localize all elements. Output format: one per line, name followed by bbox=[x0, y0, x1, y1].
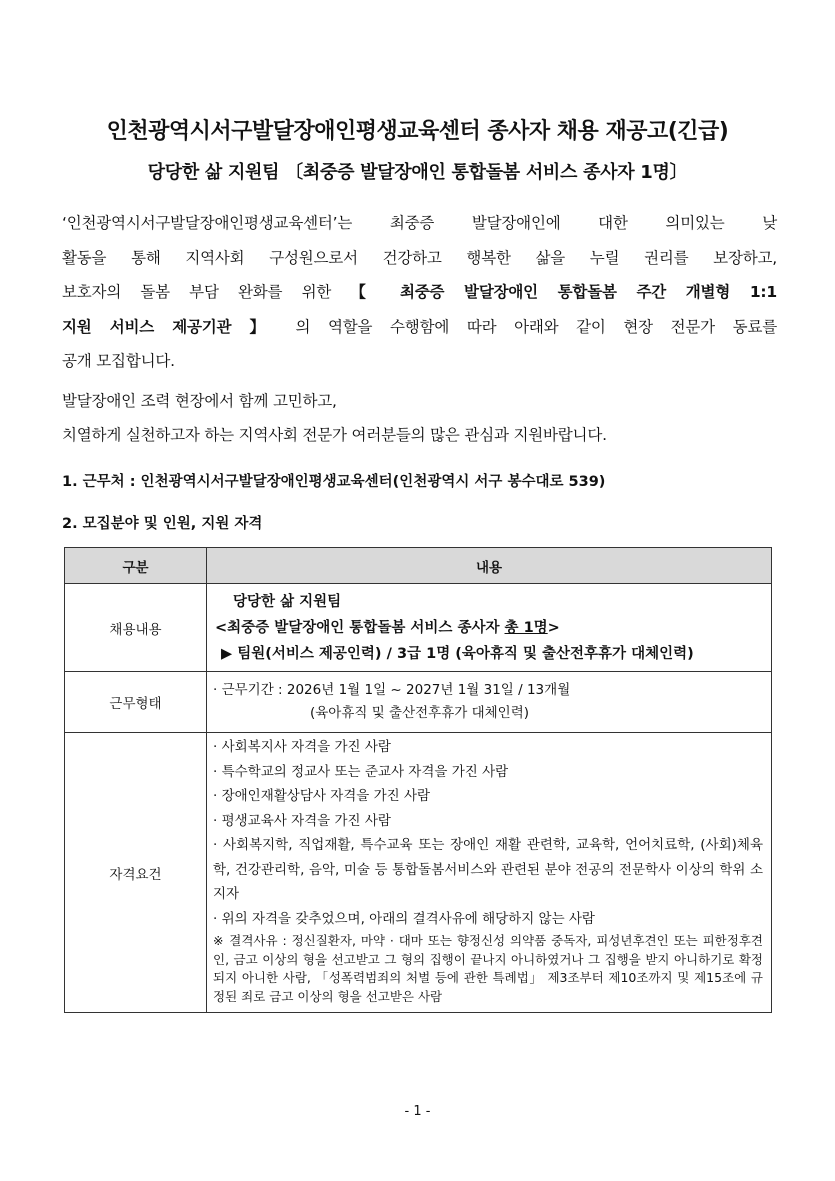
table-row bbox=[65, 672, 772, 733]
qualification-item: · 특수학교의 정교사 또는 준교사 자격을 가진 사람 bbox=[213, 763, 509, 780]
header-category: 구분 bbox=[65, 548, 207, 584]
intro-paragraph bbox=[62, 206, 777, 379]
row-label-qualifications: 자격요건 bbox=[65, 733, 207, 1013]
document-title: 인천광역시서구발달장애인평생교육센터 종사자 채용 재공고(긴급) bbox=[106, 119, 729, 144]
intro-line: 치열하게 실천하고자 하는 지역사회 전문가 여러분들의 많은 관심과 지원바랍니다. bbox=[62, 426, 607, 444]
qualification-item: · 위의 자격을 갖추었으며, 아래의 결격사유에 해당하지 않는 사람 bbox=[213, 910, 595, 927]
work-period: · 근무기간 : 2026년 1월 1일 ~ 2027년 1월 31일 / 13개월 bbox=[213, 682, 571, 698]
intro-line: ‘인천광역시서구발달장애인평생교육센터’는 최중증 발달장애인에 대한 의미있는 낮 bbox=[62, 214, 777, 232]
intro-line bbox=[62, 275, 777, 310]
intro-line bbox=[62, 310, 777, 345]
recruit-service-prefix: <최중증 발달장애인 통합돌봄 서비스 종사자 bbox=[215, 619, 505, 636]
intro-emphasis: 지원 서비스 제공기관 】 bbox=[62, 317, 278, 336]
section-recruitment: 2. 모집분야 및 인원, 지원 자격 bbox=[62, 516, 263, 532]
requirements-table bbox=[64, 547, 772, 1013]
intro-line: 공개 모집합니다. bbox=[62, 352, 175, 370]
recruit-position: ▶ 팀원(서비스 제공인력) / 3급 1명 (육아휴직 및 출산전후휴가 대체인력) bbox=[221, 645, 694, 662]
qualification-item: · 장애인재활상담사 자격을 가진 사람 bbox=[213, 788, 431, 804]
intro-text: 보호자의 돌봄 부담 완화를 위한 bbox=[62, 283, 351, 301]
worktype-content bbox=[207, 672, 772, 733]
page-number: - 1 - bbox=[404, 1104, 431, 1119]
recruit-service bbox=[215, 615, 770, 641]
intro-line: 활동을 통해 지역사회 구성원으로서 건강하고 행복한 삶을 누릴 권리를 보장하고, bbox=[62, 248, 777, 267]
disqualification-note: ※ 결격사유 : 정신질환자, 마약 · 대마 또는 향정신성 의약품 중독자, 피성년후견인 또는 피한정후견인, 금고 이상의 형을 선고받고 그 형의 집행이 끝나지 아니하였거나 그 집행을 받지 아니하기로 확정되지 아니한 사람, 「성폭력범죄의 처벌 등에 관한 특례법」 제3조부터 제10조까지 및 제15조에 규정된 죄로 금고 이상의 형을 선고받은 사람 bbox=[213, 933, 763, 1004]
work-period-note: (육아휴직 및 출산전후휴가 대체인력) bbox=[310, 705, 530, 721]
qualification-item: · 사회복지사 자격을 가진 사람 bbox=[213, 739, 391, 755]
section-workplace: 1. 근무처 : 인천광역시서구발달장애인평생교육센터(인천광역시 서구 봉수대로 539) bbox=[62, 474, 606, 490]
recruit-content bbox=[207, 584, 772, 672]
qualifications-content bbox=[207, 733, 772, 1013]
table-row bbox=[65, 733, 772, 1013]
recruit-team: 당당한 삶 지원팀 bbox=[233, 593, 342, 610]
row-label-recruit: 채용내용 bbox=[65, 584, 207, 672]
header-content: 내용 bbox=[207, 548, 772, 584]
table-row bbox=[65, 584, 772, 672]
table-header-row bbox=[65, 548, 772, 584]
recruit-service-suffix: > bbox=[547, 619, 560, 636]
recruit-count: 총 1명 bbox=[504, 619, 548, 636]
row-label-worktype: 근무형태 bbox=[65, 672, 207, 733]
qualification-item: · 사회복지학, 직업재활, 특수교육 또는 장애인 재활 관련학, 교육학, 언어치료학, (사회)체육학, 건강관리학, 음악, 미술 등 통합돌봄서비스와 관련된 분야 전공의 전문학사 이상의 학위 소지자 bbox=[213, 837, 763, 902]
intro-text: 의 역할을 수행함에 따라 아래와 같이 현장 전문가 동료를 bbox=[295, 317, 777, 336]
intro-line: 발달장애인 조력 현장에서 함께 고민하고, bbox=[62, 392, 337, 410]
intro-emphasis: 【 최중증 발달장애인 통합돌봄 주간 개별형 1:1 bbox=[350, 283, 777, 301]
document-subtitle: 당당한 삶 지원팀 〔최중증 발달장애인 통합돌봄 서비스 종사자 1명〕 bbox=[147, 162, 688, 183]
intro-paragraph-2 bbox=[62, 384, 782, 452]
qualification-item: · 평생교육사 자격을 가진 사람 bbox=[213, 812, 391, 829]
